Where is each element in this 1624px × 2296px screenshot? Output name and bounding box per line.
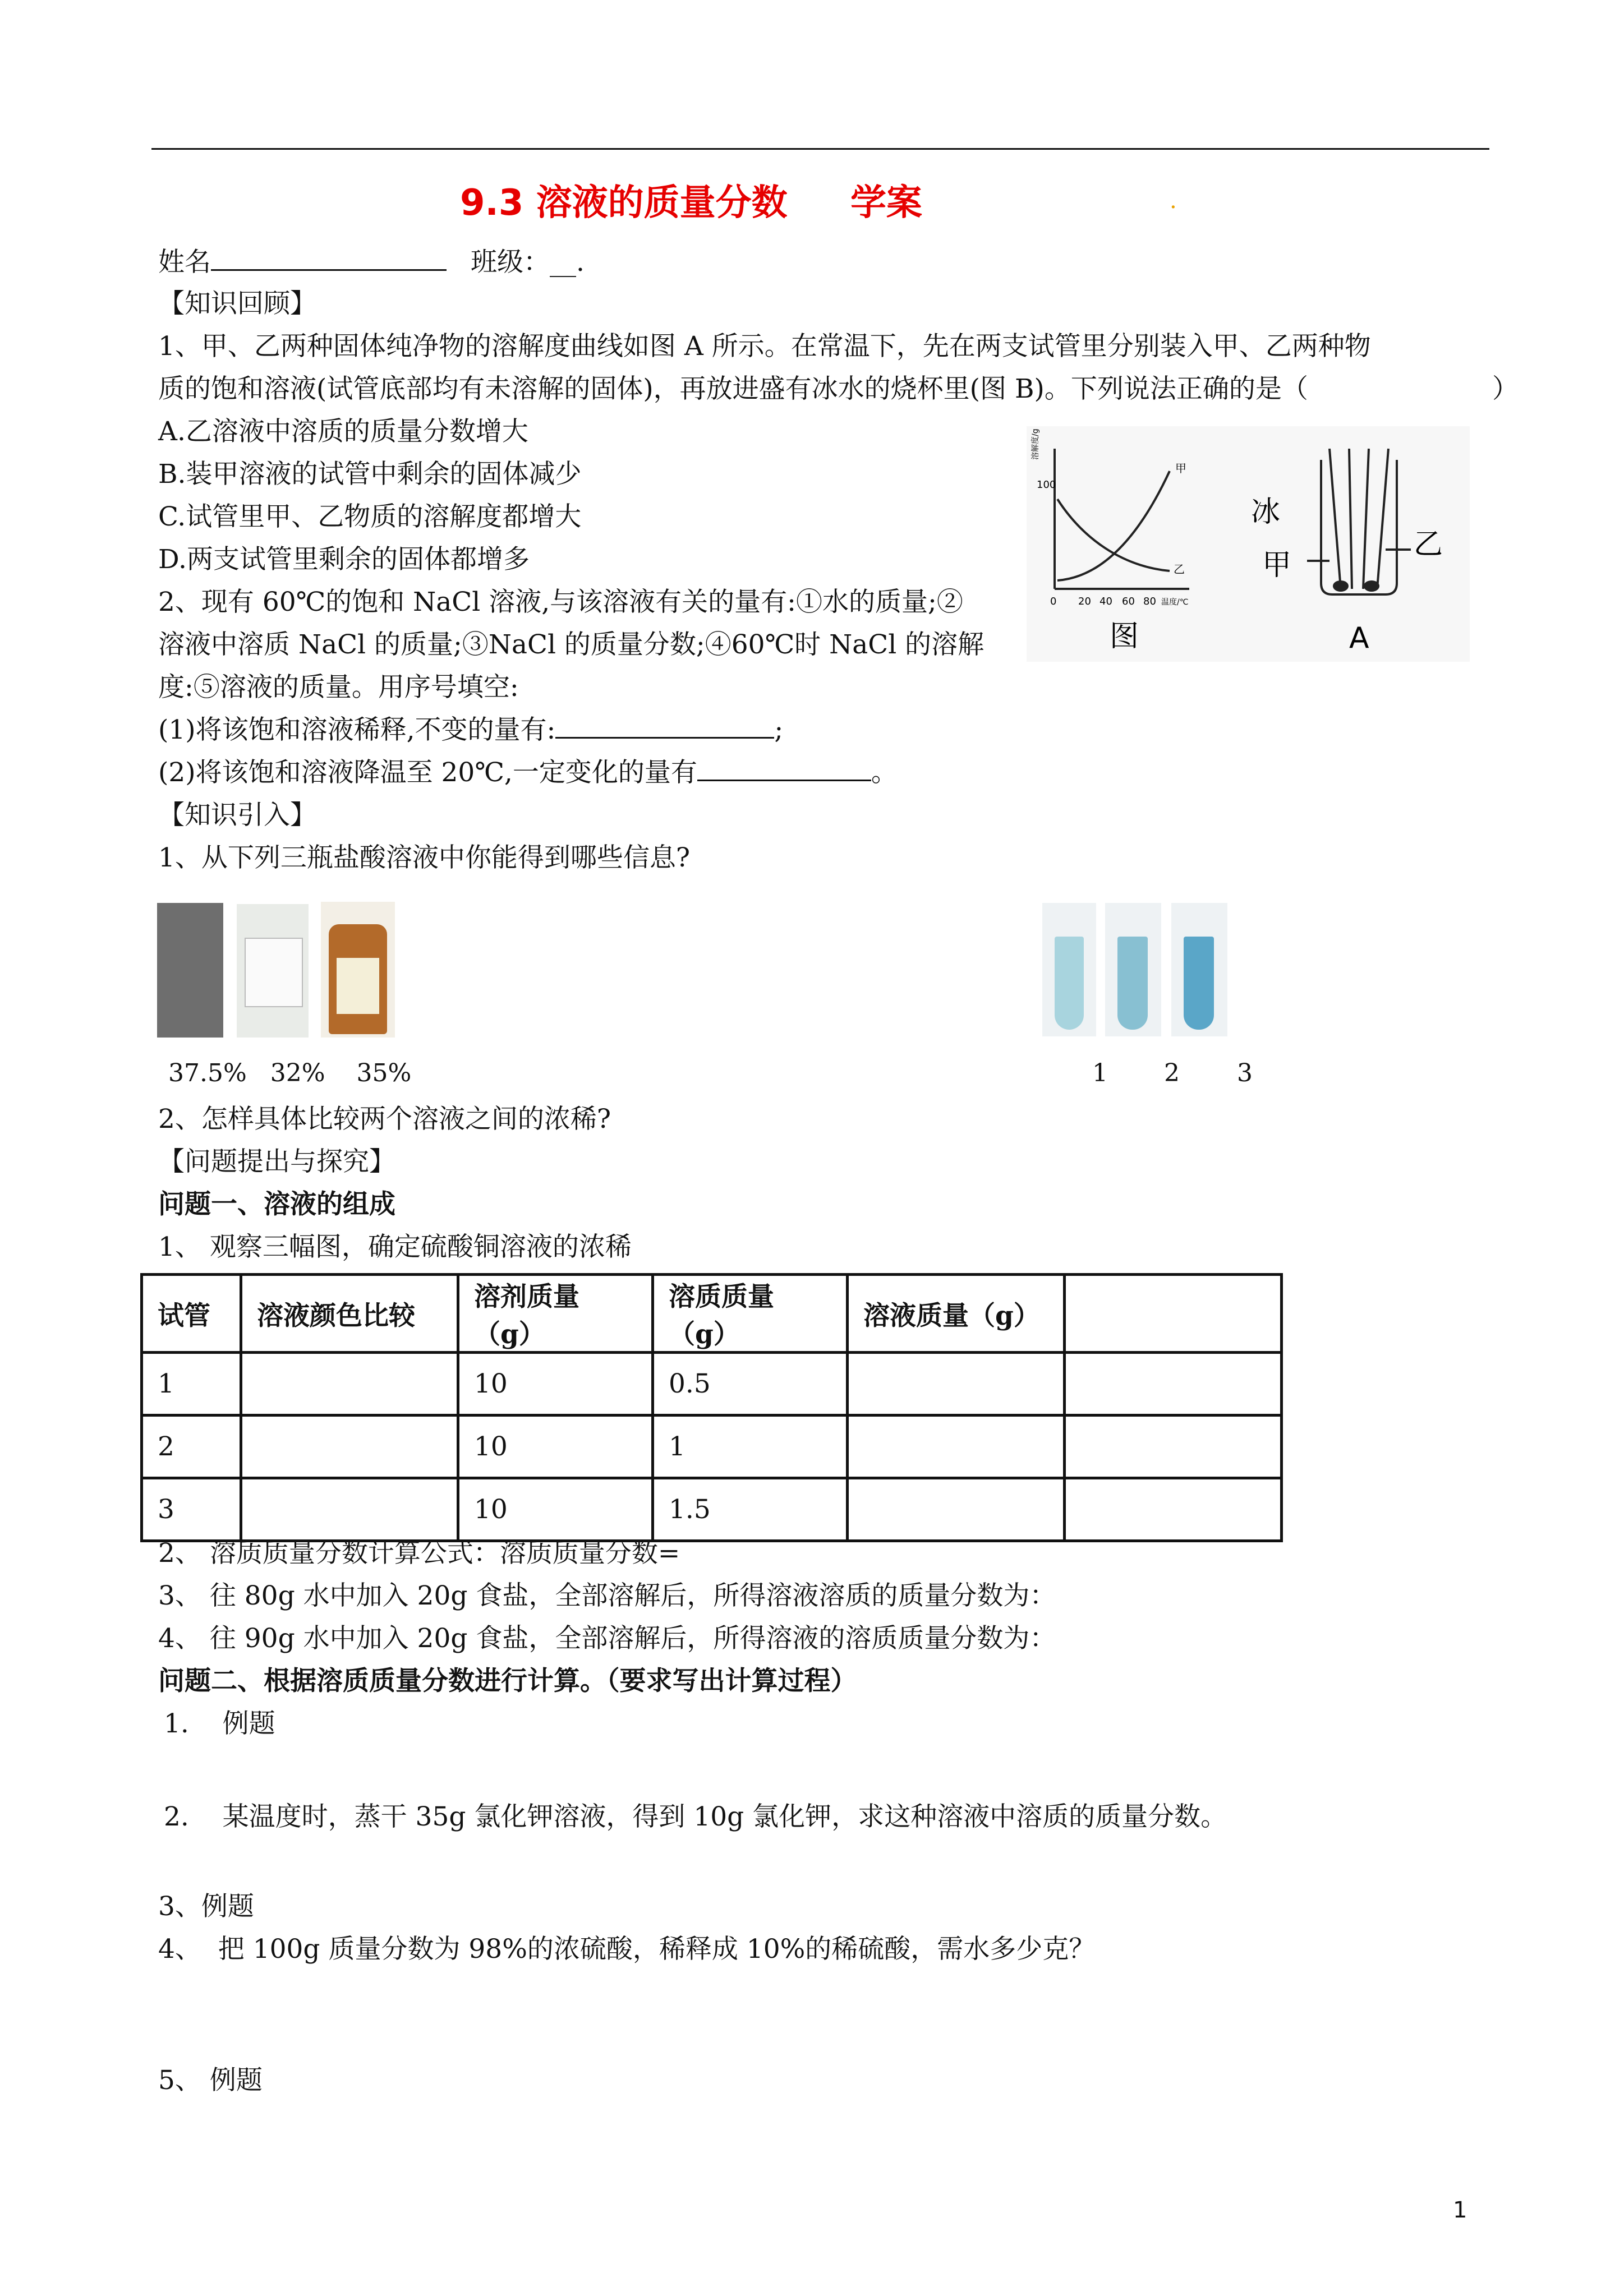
bottle-photo-2: [237, 904, 309, 1038]
caption-beaker: A: [1349, 621, 1369, 655]
copper-sulfate-table: [140, 1273, 1283, 1542]
problem2-item2: 2. 某温度时，蒸干 35g 氯化钾溶液，得到 10g 氯化钾，求这种溶液中溶质的质量分数。: [164, 1801, 1227, 1832]
bottle-photo-3: [321, 902, 395, 1038]
test-tube-photo-1: [1042, 903, 1096, 1036]
bottle-photo-1: [157, 903, 223, 1038]
table-row: [142, 1353, 1282, 1416]
explore-q3: 3、 往 80g 水中加入 20g 食盐，全部溶解后，所得溶液溶质的质量分数为：: [158, 1580, 1056, 1611]
cell-solution[interactable]: [848, 1353, 1065, 1416]
table-row: [142, 1416, 1282, 1478]
problem2-item3: 3、例题: [158, 1891, 254, 1922]
review-q2-line3: 度:⑤溶液的质量。用序号填空:: [158, 672, 519, 703]
page-title-suffix: 学案: [850, 182, 922, 224]
label-ice: 冰: [1251, 495, 1281, 529]
review-q2-sub2: [158, 756, 898, 790]
cell-solute: 1.5: [653, 1478, 848, 1541]
name-label: 姓名: [158, 247, 211, 278]
solid-jia: [1333, 580, 1349, 592]
label-yi: 乙: [1174, 563, 1185, 576]
page-title-text: 9.3 溶液的质量分数: [460, 182, 788, 224]
cell-tube: 2: [142, 1416, 241, 1478]
solubility-figure: [1027, 426, 1470, 662]
x-tick-80: 80: [1143, 596, 1156, 607]
explore-q4: 4、 往 90g 水中加入 20g 食盐，全部溶解后，所得溶液的溶质质量分数为：: [158, 1623, 1056, 1654]
review-q2-sub1: [158, 713, 783, 747]
header-color: 溶液颜色比较: [241, 1275, 458, 1353]
option-d: D.两支试管里剩余的固体都增多: [158, 544, 530, 575]
student-info-row: [158, 246, 585, 279]
review-q1-paren: ）: [1492, 374, 1519, 404]
caption-graph: 图: [1110, 620, 1139, 653]
header-rule: [151, 148, 1489, 150]
problem2-item1: 1. 例题: [164, 1708, 275, 1739]
explore-q2: 2、 溶质质量分数计算公式：溶质质量分数=: [158, 1538, 680, 1569]
x-tick-20: 20: [1078, 596, 1091, 607]
table-header-row: [142, 1275, 1282, 1353]
cell-extra[interactable]: [1065, 1416, 1282, 1478]
cell-tube: 3: [142, 1478, 241, 1541]
x-tick-0: 0: [1050, 596, 1057, 607]
header-extra: [1065, 1275, 1282, 1353]
review-q2-sub1-end: ;: [774, 714, 784, 745]
review-q2-sub2-text: (2)将该饱和溶液降温至 20℃,一定变化的量有: [158, 757, 697, 788]
problem2-item5: 5、 例题: [158, 2065, 263, 2096]
answer-blank-1[interactable]: [555, 714, 774, 739]
tube-label-2: 2: [1164, 1059, 1180, 1087]
problem1-title: 问题一、溶液的组成: [158, 1189, 395, 1220]
cell-solvent: 10: [458, 1478, 653, 1541]
review-q1-line1: 1、甲、乙两种固体纯净物的溶解度曲线如图 A 所示。在常温下，先在两支试管里分别装入甲、乙两种物: [158, 331, 1371, 362]
cell-solution[interactable]: [848, 1416, 1065, 1478]
label-beaker-yi: 乙: [1414, 528, 1443, 561]
page-number: 1: [1453, 2197, 1467, 2223]
cell-solute: 1: [653, 1416, 848, 1478]
x-tick-60: 60: [1122, 596, 1135, 607]
figure-background: [1027, 426, 1470, 662]
cell-tube: 1: [142, 1353, 241, 1416]
review-q2-line1: 2、现有 60℃的饱和 NaCl 溶液,与该溶液有关的量有:①水的质量;②: [158, 587, 963, 617]
tube-label-3: 3: [1237, 1059, 1253, 1087]
section-review: 【知识回顾】: [158, 288, 316, 319]
y-tick-100: 100: [1037, 479, 1056, 491]
table-row: [142, 1478, 1282, 1541]
problem2-title: 问题二、根据溶质质量分数进行计算。（要求写出计算过程）: [158, 1666, 857, 1696]
header-solvent: 溶剂质量（g）: [458, 1275, 653, 1353]
review-q2-line2: 溶液中溶质 NaCl 的质量;③NaCl 的质量分数;④60℃时 NaCl 的溶解: [158, 629, 984, 660]
review-q1-line2-text: 质的饱和溶液(试管底部均有未溶解的固体)，再放进盛有冰水的烧杯里(图 B)。下列说法正确的是（: [158, 374, 1308, 404]
intro-q2: 2、怎样具体比较两个溶液之间的浓稀?: [158, 1104, 611, 1135]
cell-solvent: 10: [458, 1416, 653, 1478]
cell-extra[interactable]: [1065, 1478, 1282, 1541]
class-label: 班级：: [470, 247, 550, 278]
cell-color[interactable]: [241, 1416, 458, 1478]
bottle-labels: 37.5% 32% 35%: [168, 1059, 412, 1087]
option-b: B.装甲溶液的试管中剩余的固体减少: [158, 459, 582, 490]
x-axis-label: 温度/℃: [1161, 598, 1189, 607]
section-intro: 【知识引入】: [158, 800, 316, 831]
label-beaker-jia: 甲: [1262, 548, 1292, 582]
option-a: A.乙溶液中溶质的质量分数增大: [158, 416, 528, 447]
review-q2-sub2-end: 。: [871, 757, 898, 788]
cell-solute: 0.5: [653, 1353, 848, 1416]
header-solute: 溶质质量（g）: [653, 1275, 848, 1353]
x-tick-40: 40: [1099, 596, 1112, 607]
review-q2-sub1-text: (1)将该饱和溶液稀释,不变的量有:: [158, 714, 556, 745]
cell-extra[interactable]: [1065, 1353, 1282, 1416]
intro-q1: 1、从下列三瓶盐酸溶液中你能得到哪些信息?: [158, 842, 691, 873]
option-c: C.试管里甲、乙物质的溶解度都增大: [158, 501, 582, 532]
class-field[interactable]: __.: [549, 247, 585, 278]
page-title: [460, 174, 922, 225]
review-q1-line2: [158, 372, 1308, 406]
header-tube: 试管: [142, 1275, 241, 1353]
label-jia: 甲: [1175, 462, 1186, 475]
cell-color[interactable]: [241, 1478, 458, 1541]
name-field[interactable]: [211, 247, 447, 271]
problem2-item4: 4、 把 100g 质量分数为 98%的浓硫酸，稀释成 10%的稀硫酸，需水多少克？: [158, 1934, 1096, 1965]
bottle-2-label: [245, 938, 303, 1007]
test-tube-photo-2: [1105, 903, 1161, 1036]
cell-solution[interactable]: [848, 1478, 1065, 1541]
cell-solvent: 10: [458, 1353, 653, 1416]
tube-3-liquid: [1184, 937, 1214, 1030]
section-explore: 【问题提出与探究】: [158, 1146, 395, 1177]
solid-yi: [1364, 580, 1379, 592]
header-solution: 溶液质量（g）: [848, 1275, 1065, 1353]
cell-color[interactable]: [241, 1353, 458, 1416]
tube-1-liquid: [1055, 937, 1084, 1030]
bottle-3-label: [337, 958, 379, 1014]
answer-blank-2[interactable]: [697, 757, 871, 781]
tube-label-1: 1: [1092, 1059, 1108, 1087]
tube-2-liquid: [1117, 937, 1148, 1030]
title-dot: .: [1170, 188, 1177, 214]
test-tube-photo-3: [1171, 903, 1227, 1036]
problem1-q1: 1、 观察三幅图，确定硫酸铜溶液的浓稀: [158, 1232, 632, 1262]
y-axis-label: 溶解度/g: [1031, 428, 1040, 460]
